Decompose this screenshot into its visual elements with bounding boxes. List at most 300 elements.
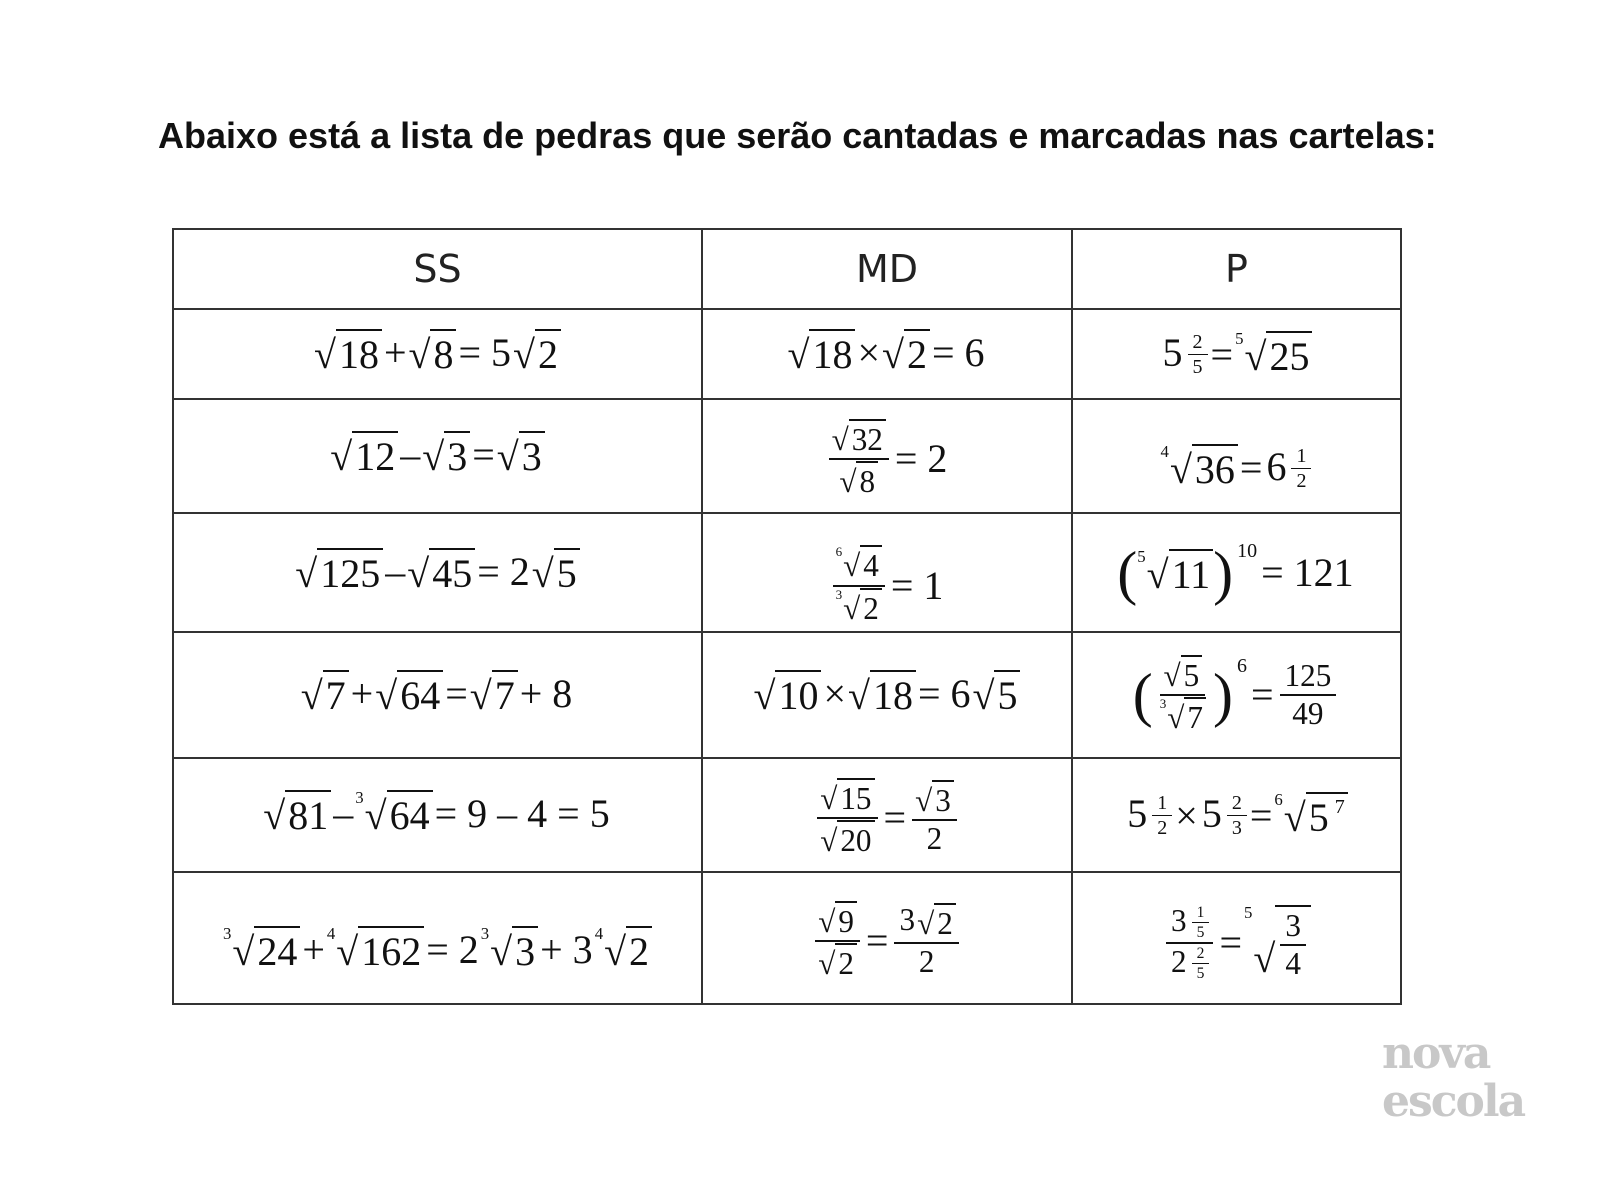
math-expression <box>811 901 963 982</box>
math-text: 64 <box>389 793 430 838</box>
radical-sign-icon: √ <box>295 550 318 596</box>
logo-line-2: escola <box>1382 1076 1525 1127</box>
radical-sign-icon: √ <box>330 434 353 479</box>
radical-sign-icon: √ <box>1167 700 1185 735</box>
math-text: – <box>385 548 406 594</box>
radical-sign-icon: √ <box>336 929 359 974</box>
radical-sign-icon: √ <box>820 823 838 858</box>
math-expression <box>301 670 575 718</box>
radical <box>409 329 457 377</box>
radicand <box>626 926 652 974</box>
math-text: 1 <box>1157 792 1168 815</box>
math-text: 5 <box>1192 356 1203 379</box>
math-text: = <box>445 671 468 716</box>
math-text: = 6 <box>917 671 971 716</box>
fraction-numerator <box>1160 655 1205 696</box>
radicand <box>1181 655 1203 693</box>
math-text: 2 <box>1171 944 1187 979</box>
power-exponent <box>1187 331 1209 378</box>
math-text: 6 <box>1236 654 1247 677</box>
radical <box>481 926 538 974</box>
math-text: 32 <box>851 421 883 457</box>
radical <box>355 790 432 838</box>
fraction <box>815 901 860 982</box>
radical-sign-icon: √ <box>300 673 323 718</box>
radicand <box>492 670 518 718</box>
fraction <box>1157 655 1209 736</box>
fraction-numerator <box>817 778 877 819</box>
radical-sign-icon: √ <box>490 929 513 974</box>
math-expression <box>825 419 950 500</box>
radical-sign-icon: √ <box>232 929 255 974</box>
column-header-md: MD <box>702 229 1072 309</box>
radical <box>754 670 822 718</box>
math-text: 64 <box>400 673 441 718</box>
math-text: 2 <box>926 821 943 856</box>
fraction-numerator <box>1291 445 1311 469</box>
fraction <box>1280 909 1306 982</box>
fraction-numerator <box>1166 904 1213 944</box>
fraction-numerator <box>829 419 889 460</box>
table-row <box>173 399 1401 513</box>
radical-index: 3 <box>835 586 843 602</box>
power-base <box>1125 792 1149 836</box>
power-exponent <box>1290 445 1312 492</box>
radical-sign-icon: √ <box>882 332 904 377</box>
fraction <box>912 780 957 857</box>
radical-sign-icon: √ <box>375 673 398 718</box>
math-text: 5 <box>997 673 1018 718</box>
radical <box>1137 546 1213 597</box>
fraction-denominator <box>1188 355 1208 378</box>
table-row <box>173 632 1401 758</box>
math-text: 125 <box>320 550 381 596</box>
math-text: 3 <box>447 434 468 479</box>
math-text: 49 <box>1292 696 1324 731</box>
radical <box>836 588 882 626</box>
radical-sign-icon: √ <box>1169 447 1192 492</box>
radicand <box>1266 331 1312 379</box>
radicand <box>512 926 538 974</box>
math-text: 2 <box>906 332 927 377</box>
power-base <box>1307 796 1331 840</box>
fraction-denominator <box>833 587 885 626</box>
cell-md <box>702 872 1072 1004</box>
fraction <box>817 778 877 859</box>
radical <box>787 329 855 377</box>
fraction <box>833 545 885 626</box>
radical <box>820 778 874 816</box>
radical-index: 3 <box>1159 696 1167 711</box>
radicand <box>1275 905 1311 982</box>
math-text: = 5 <box>458 330 512 375</box>
math-text: 2 <box>937 905 953 941</box>
radicand <box>1184 697 1206 735</box>
math-text: 81 <box>288 793 329 838</box>
fraction-denominator <box>836 460 881 499</box>
radicand <box>554 548 580 596</box>
radical <box>314 329 382 377</box>
math-text: 5 <box>1196 965 1205 983</box>
math-text: = 6 <box>931 330 985 375</box>
math-text: × <box>823 671 847 716</box>
radicand <box>835 943 857 981</box>
radical-sign-icon: √ <box>848 673 870 718</box>
radical-index: 3 <box>355 788 364 807</box>
radical-sign-icon: √ <box>1283 794 1306 840</box>
parenthesized-group <box>1117 540 1233 606</box>
math-text: = <box>1210 331 1234 377</box>
math-text: = <box>1239 445 1263 490</box>
power <box>1169 904 1210 941</box>
radical <box>407 548 475 596</box>
math-text: 2 <box>918 944 935 979</box>
math-expression <box>787 329 986 377</box>
radical <box>532 548 580 596</box>
math-text: = <box>1219 920 1242 965</box>
radical-sign-icon: √ <box>917 905 935 941</box>
cell-ss <box>173 872 702 1004</box>
radicand <box>444 431 470 479</box>
cell-ss <box>173 309 702 399</box>
math-expression <box>314 329 561 377</box>
radicand <box>352 431 398 479</box>
radicand <box>932 780 954 818</box>
right-paren: ) <box>1212 662 1233 728</box>
math-text: 7 <box>1334 795 1345 818</box>
math-text: 3 <box>515 929 536 974</box>
fraction-numerator <box>1188 331 1208 355</box>
radical-index: 5 <box>1137 546 1146 566</box>
math-text: + 8 <box>519 671 573 716</box>
radical-sign-icon: √ <box>820 780 838 816</box>
fraction-numerator <box>894 903 958 944</box>
math-text: 2 <box>1231 792 1242 815</box>
radical-sign-icon: √ <box>422 434 445 479</box>
math-text: 7 <box>494 673 515 718</box>
math-text: 5 <box>1196 923 1205 941</box>
radical <box>513 329 561 377</box>
radicand <box>1192 444 1238 492</box>
math-text: = <box>472 432 495 477</box>
radical <box>836 545 882 583</box>
math-expression <box>263 790 611 838</box>
fraction-denominator <box>1291 469 1311 492</box>
radicand <box>535 329 561 377</box>
fraction-denominator <box>922 821 948 856</box>
radical <box>818 901 857 939</box>
radical-sign-icon: √ <box>843 590 861 626</box>
radical <box>375 670 443 718</box>
radical <box>832 419 886 457</box>
radical <box>882 329 930 377</box>
radical <box>595 926 652 974</box>
radical-sign-icon: √ <box>1163 657 1181 693</box>
fraction-denominator <box>817 819 877 858</box>
radical <box>848 670 916 718</box>
radical-sign-icon: √ <box>831 421 849 457</box>
math-text: = 2 <box>477 548 530 594</box>
radicand <box>835 901 857 939</box>
power <box>1307 796 1347 840</box>
math-expression <box>1117 540 1355 606</box>
radical-index: 4 <box>326 924 336 943</box>
page-title: Abaixo está a lista de pedras que serão cantadas e marcadas nas cartelas: <box>158 115 1437 156</box>
radical <box>839 461 878 499</box>
radical <box>973 670 1021 718</box>
fraction <box>1166 904 1213 983</box>
radical-sign-icon: √ <box>263 793 286 838</box>
math-text: – <box>333 791 354 836</box>
math-text: = 1 <box>890 562 944 608</box>
math-text: 20 <box>840 823 872 858</box>
math-text: 15 <box>840 780 872 816</box>
radicand <box>254 926 300 974</box>
math-text: 2 <box>1296 469 1307 492</box>
power-exponent <box>1226 792 1248 839</box>
math-text: 2 <box>1192 331 1203 354</box>
fraction-numerator <box>1152 792 1172 816</box>
fraction-numerator <box>912 780 957 821</box>
fraction <box>1280 659 1337 732</box>
radicand <box>1306 792 1348 840</box>
math-text: 3 <box>935 782 951 818</box>
radicand <box>994 670 1020 718</box>
math-text: 5 <box>1162 330 1183 376</box>
table-row <box>173 513 1401 632</box>
fraction-denominator <box>1280 946 1306 981</box>
radicand <box>429 548 475 596</box>
radicand <box>358 926 424 974</box>
math-text: 5 <box>556 550 577 596</box>
radical-sign-icon: √ <box>604 929 627 974</box>
fraction-numerator <box>1280 659 1337 696</box>
radical-index: 5 <box>1235 328 1244 348</box>
math-text: 10 <box>778 673 819 718</box>
math-text: 3 <box>521 434 542 479</box>
radical <box>1235 328 1312 379</box>
math-expression <box>1133 655 1341 736</box>
fraction <box>829 419 889 500</box>
math-expression <box>1125 789 1347 840</box>
fraction <box>894 903 958 980</box>
fraction-denominator <box>1152 816 1172 839</box>
math-text: 2 <box>537 332 558 377</box>
radical-sign-icon: √ <box>314 332 336 377</box>
math-text: 11 <box>1171 551 1211 597</box>
math-text: 10 <box>1237 539 1258 562</box>
radical-sign-icon: √ <box>1146 551 1169 597</box>
power <box>1125 792 1173 839</box>
nova-escola-logo <box>1382 1030 1524 1126</box>
fraction-denominator <box>1287 696 1328 731</box>
stones-table <box>172 228 1402 1005</box>
fraction <box>1291 445 1311 492</box>
radicand <box>323 670 349 718</box>
logo-line-1: nova <box>1382 1028 1490 1079</box>
math-text: 4 <box>863 548 879 584</box>
fraction <box>1192 904 1210 941</box>
math-text: = 121 <box>1261 549 1354 595</box>
radicand <box>837 820 874 858</box>
math-text: 45 <box>432 550 473 596</box>
radical-sign-icon: √ <box>1244 333 1267 379</box>
math-expression <box>295 548 579 596</box>
cell-md <box>702 513 1072 632</box>
math-text: 25 <box>1269 333 1310 379</box>
math-text: 9 <box>838 903 854 939</box>
radical <box>330 431 398 479</box>
radical-sign-icon: √ <box>469 673 492 718</box>
cell-ss <box>173 399 702 513</box>
radical-sign-icon: √ <box>1253 936 1276 982</box>
radical-index: 3 <box>480 924 490 943</box>
math-text: 2 <box>629 929 650 974</box>
math-text: 1 <box>1296 444 1307 467</box>
math-text: 7 <box>1187 700 1203 735</box>
radical <box>1244 902 1311 982</box>
fraction-denominator <box>815 942 860 981</box>
cell-md <box>702 632 1072 758</box>
math-text: 8 <box>433 332 454 377</box>
math-text: 1 <box>1196 903 1205 921</box>
radical-index: 4 <box>1160 442 1169 461</box>
fraction-denominator <box>1227 816 1247 839</box>
cell-p <box>1072 632 1401 758</box>
radical-sign-icon: √ <box>839 464 857 499</box>
math-text: 5 <box>1308 794 1329 840</box>
radical-sign-icon: √ <box>364 793 387 838</box>
radical-index: 6 <box>1274 789 1283 809</box>
power <box>1133 655 1249 736</box>
math-text: 18 <box>872 673 913 718</box>
radicand <box>285 790 331 838</box>
right-paren: ) <box>1213 539 1234 606</box>
radical-sign-icon: √ <box>972 673 995 718</box>
radicand <box>870 670 916 718</box>
power <box>1161 331 1209 378</box>
cell-p <box>1072 399 1401 513</box>
radical <box>915 780 954 818</box>
radicand <box>519 431 545 479</box>
math-text: 6 <box>1266 443 1287 489</box>
fraction-numerator <box>1192 904 1210 923</box>
radical <box>422 431 470 479</box>
left-paren: ( <box>1117 539 1138 606</box>
radical-sign-icon: √ <box>513 332 535 377</box>
fraction-denominator <box>1157 696 1209 735</box>
column-header-p: P <box>1072 229 1401 309</box>
math-text: × <box>857 330 880 375</box>
radicand <box>837 778 874 816</box>
radical-sign-icon: √ <box>531 550 554 596</box>
fraction-denominator <box>1192 923 1210 941</box>
fraction-denominator <box>1192 964 1210 982</box>
power-exponent <box>1191 904 1211 941</box>
math-text: × <box>1175 792 1198 838</box>
math-text: 24 <box>257 929 298 974</box>
power-base <box>1133 655 1233 736</box>
radical <box>1163 655 1202 693</box>
cell-ss <box>173 632 702 758</box>
math-expression <box>1162 904 1311 983</box>
radical-sign-icon: √ <box>818 946 836 981</box>
radicand <box>336 329 382 377</box>
cell-p <box>1072 513 1401 632</box>
math-text: 8 <box>859 464 876 499</box>
radical-index: 4 <box>594 924 604 943</box>
math-text: 5 <box>1183 657 1200 693</box>
radicand <box>856 461 878 499</box>
math-text: 3 <box>1285 907 1301 943</box>
math-text: 18 <box>338 332 379 377</box>
fraction-numerator <box>833 545 885 586</box>
radical-index: 6 <box>835 544 843 560</box>
math-text: 2 <box>863 590 879 626</box>
power-base <box>1169 904 1189 938</box>
math-text: 18 <box>812 332 853 377</box>
power <box>1169 945 1210 982</box>
table-header-row <box>173 229 1401 309</box>
math-text: = <box>883 795 907 840</box>
radical-sign-icon: √ <box>407 550 430 596</box>
fraction-numerator <box>1280 909 1306 946</box>
radical <box>327 926 424 974</box>
math-text: + 3 <box>540 927 593 972</box>
radicand <box>860 545 882 583</box>
cell-ss <box>173 758 702 872</box>
table-row <box>173 872 1401 1004</box>
fraction <box>1192 945 1210 982</box>
radicand <box>775 670 821 718</box>
fraction-numerator <box>1192 945 1210 964</box>
math-text: = <box>865 918 889 963</box>
radicand <box>387 790 433 838</box>
radical <box>470 670 518 718</box>
fraction <box>1152 792 1172 839</box>
math-text: 2 <box>1196 945 1205 962</box>
math-text: = 2 <box>894 436 948 481</box>
math-text: 3 <box>1171 902 1187 938</box>
fraction-numerator <box>1227 792 1247 816</box>
cell-p <box>1072 872 1401 1004</box>
power-base <box>1264 445 1288 489</box>
cell-p <box>1072 309 1401 399</box>
radical-sign-icon: √ <box>915 782 933 818</box>
radical <box>295 548 383 596</box>
radical-sign-icon: √ <box>818 903 836 939</box>
fraction-denominator <box>914 944 940 979</box>
cell-md <box>702 309 1072 399</box>
math-text: 5 <box>1201 791 1222 837</box>
radical <box>263 790 331 838</box>
radical <box>820 820 874 858</box>
math-text: 3 <box>899 901 916 937</box>
math-expression <box>330 431 544 479</box>
radical-index: 5 <box>1244 902 1253 922</box>
fraction-denominator <box>1166 944 1213 982</box>
radicand <box>430 329 456 377</box>
radical-index: 3 <box>222 924 232 943</box>
power-exponent <box>1151 792 1173 839</box>
radical <box>1274 789 1347 840</box>
cell-md <box>702 758 1072 872</box>
math-text: = <box>1250 672 1274 717</box>
math-text: 2 <box>1157 817 1168 840</box>
math-text: 5 <box>1127 791 1148 837</box>
radicand <box>397 670 443 718</box>
radical-sign-icon: √ <box>408 332 431 377</box>
